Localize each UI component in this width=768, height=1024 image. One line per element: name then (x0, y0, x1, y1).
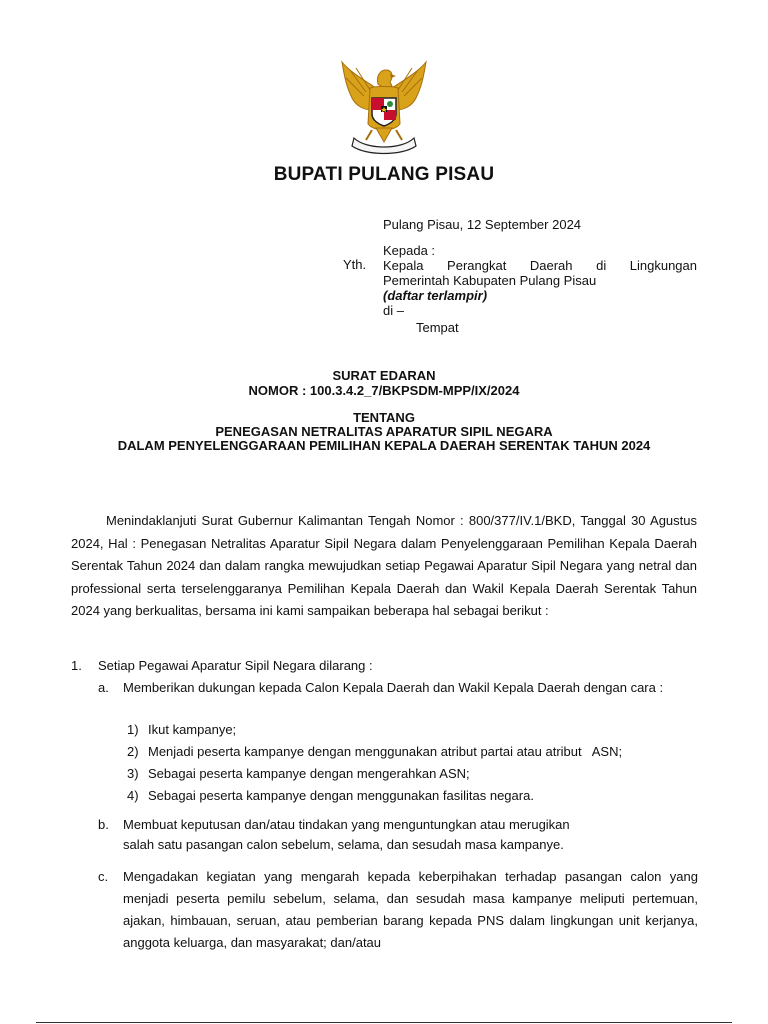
garuda-pancasila-emblem-icon (336, 58, 432, 158)
sub-3-text: Sebagai peserta kampanye dengan mengerahkan ASN; (148, 766, 470, 781)
item-b-line-2: salah satu pasangan calon sebelum, selama, dan sesudah masa kampanye. (123, 837, 564, 852)
item-b-line-1: Membuat keputusan dan/atau tindakan yang menguntungkan atau merugikan (123, 817, 570, 832)
sub-1-text: Ikut kampanye; (148, 722, 237, 737)
to-label: Kepada : (383, 243, 436, 258)
location-di: di – (383, 303, 404, 318)
about-label: TENTANG (353, 410, 415, 425)
footer-divider (36, 1022, 732, 1023)
item-1-number: 1. (71, 658, 82, 673)
sub-2-number: 2) (127, 744, 139, 759)
circular-number: NOMOR : 100.3.4.2_7/BKPSDM-MPP/IX/2024 (248, 383, 520, 398)
item-b-label: b. (98, 817, 109, 832)
salutation-yth: Yth. (343, 257, 367, 272)
sub-1-number: 1) (127, 722, 139, 737)
item-1-text: Setiap Pegawai Aparatur Sipil Negara dilarang : (98, 658, 373, 673)
item-c-label: c. (98, 869, 109, 884)
location-tempat: Tempat (416, 320, 459, 335)
recipient-block (383, 243, 697, 335)
recipient-line-2: Pemerintah Kabupaten Pulang Pisau (383, 273, 597, 288)
place-date: Pulang Pisau, 12 September 2024 (383, 217, 582, 232)
recipient-note: (daftar terlampir) (383, 288, 488, 303)
sub-4-text: Sebagai peserta kampanye dengan menggunakan fasilitas negara. (148, 788, 534, 803)
subject-line-2: DALAM PENYELENGGARAAN PEMILIHAN KEPALA DAERAH SERENTAK TAHUN 2024 (117, 438, 651, 453)
intro-paragraph: Menindaklanjuti Surat Gubernur Kalimantan Tengah Nomor : 800/377/IV.1/BKD, Tanggal 30 Agustus 2024, Hal : Penegasan Netralitas Aparatur Sipil Negara dalam Penyelenggaraan Pemilihan Kepala Daerah Serentak Tahun 2024 dan dalam rangka mewujudkan setiap Pegawai Aparatur Sipil Negara yang netral dan professional serta terselenggaranya Pemilihan Kepala Daerah dan Wakil Kepala Daerah Serentak Tahun 2024 yang berkualitas, bersama ini kami sampaikan beberapa hal sebagai berikut : (71, 513, 697, 618)
sub-2-text: Menjadi peserta kampanye dengan menggunakan atribut partai atau atribut ASN; (148, 744, 623, 759)
recipient-line-1: Kepala Perangkat Daerah di Lingkungan (383, 258, 697, 273)
item-c-text: Mengadakan kegiatan yang mengarah kepada keberpihakan terhadap pasangan calon yang menjadi peserta pemilu sebelum, selama, dan sesudah masa kampanye meliputi pertemuan, ajakan, himbauan, seruan, atau pemberian barang kepada PNS dalam lingkungan unit kerjanya, anggota keluarga, dan masyarakat; dan/atau (123, 869, 698, 950)
item-a-label: a. (98, 680, 109, 695)
page-title: BUPATI PULANG PISAU (273, 164, 495, 185)
subject-line-1: PENEGASAN NETRALITAS APARATUR SIPIL NEGARA (215, 424, 553, 439)
item-a-text: Memberikan dukungan kepada Calon Kepala Daerah dan Wakil Kepala Daerah dengan cara : (123, 680, 664, 695)
circular-type: SURAT EDARAN (332, 368, 436, 383)
sub-4-number: 4) (127, 788, 139, 803)
sub-3-number: 3) (127, 766, 139, 781)
